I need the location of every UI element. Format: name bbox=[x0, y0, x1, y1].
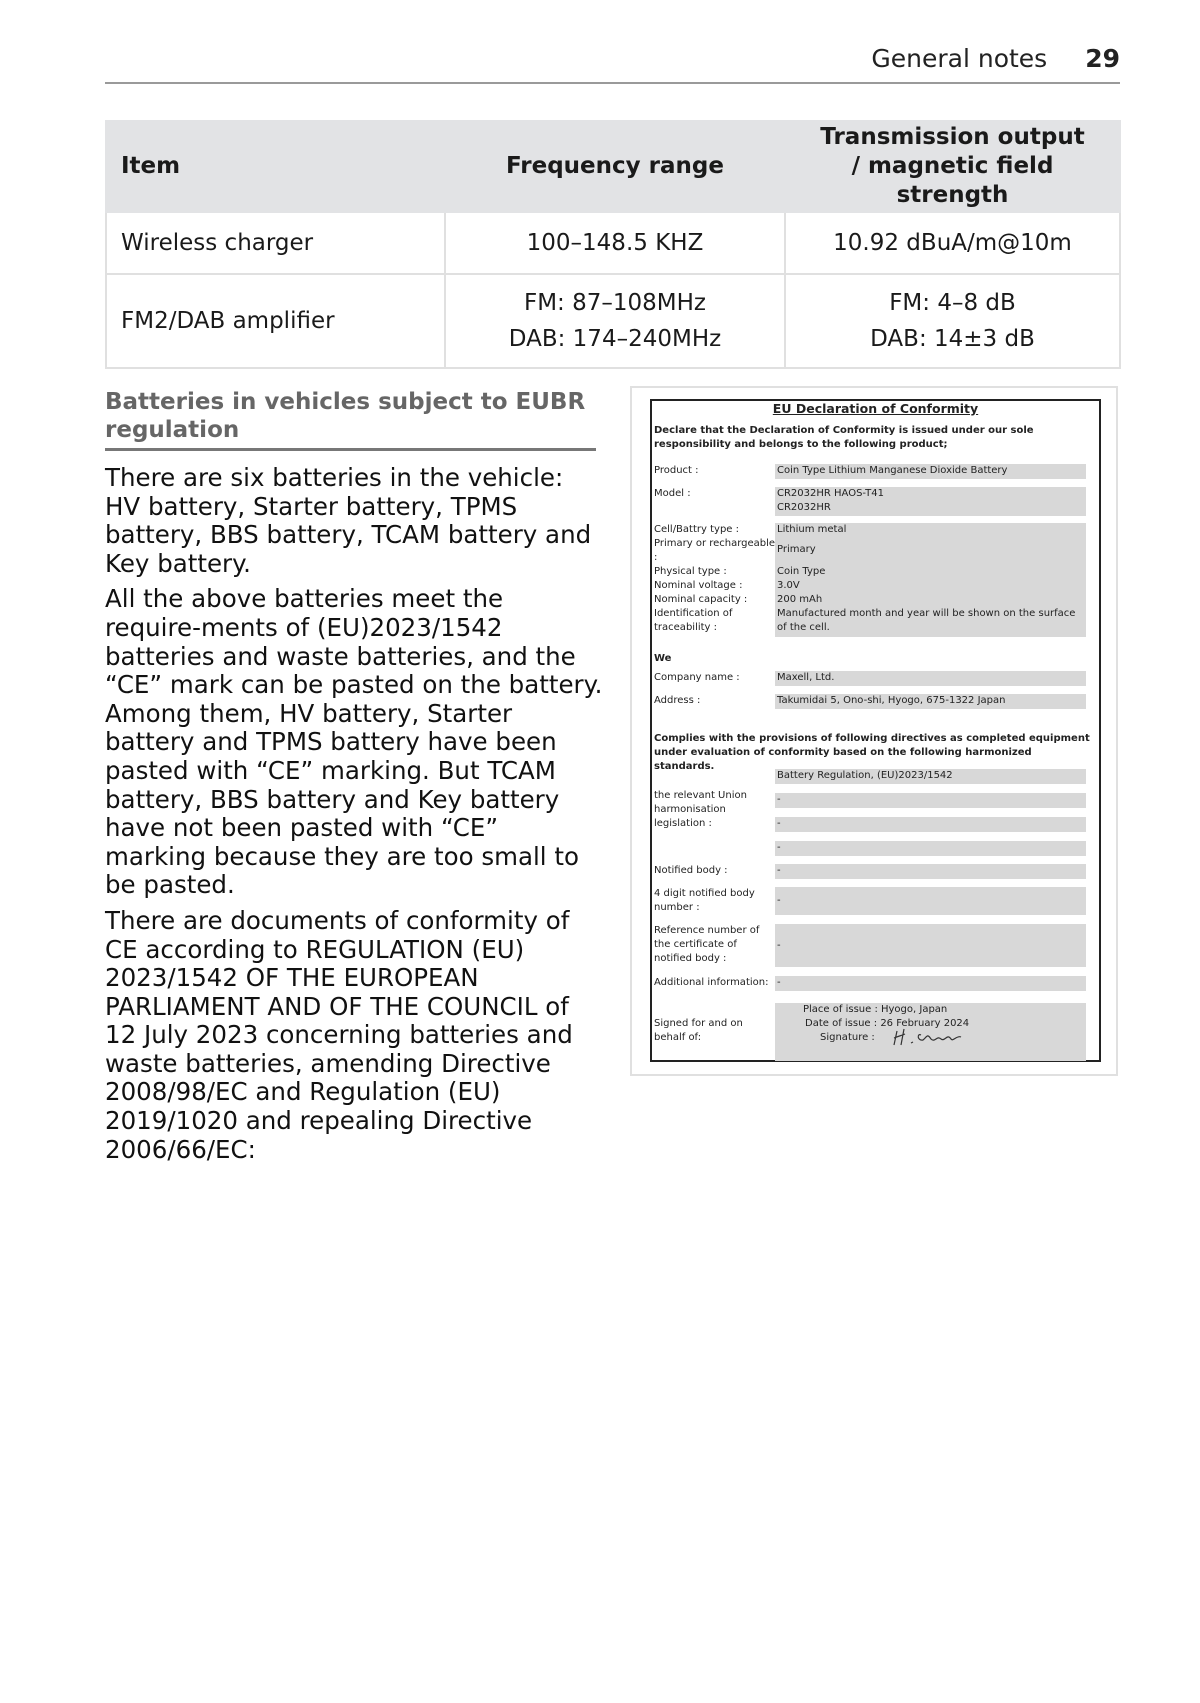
digit-number-value: - bbox=[775, 887, 1086, 915]
model-line: CR2032HR HAOS-T41 bbox=[777, 488, 884, 499]
additional-info-label: Additional information: bbox=[654, 977, 769, 988]
notified-body-value: - bbox=[775, 864, 1086, 879]
cell-item: FM2/DAB amplifier bbox=[106, 274, 445, 368]
signature-label: Signature : bbox=[820, 1032, 875, 1043]
header-divider bbox=[105, 82, 1120, 84]
product-value: Coin Type Lithium Manganese Dioxide Battery bbox=[775, 464, 1086, 479]
capacity-value: 200 mAh bbox=[777, 594, 823, 605]
reference-label: Reference number of the certificate of notified body : bbox=[654, 925, 760, 964]
freq-line: DAB: 174–240MHz bbox=[508, 326, 722, 352]
table-row bbox=[106, 274, 1120, 368]
traceability-label: Identification of traceability : bbox=[654, 608, 733, 633]
model-label: Model : bbox=[654, 488, 691, 499]
legislation-value: - bbox=[775, 817, 1086, 832]
product-label: Product : bbox=[654, 465, 699, 476]
column-header-item: Item bbox=[106, 121, 445, 212]
reference-value: - bbox=[775, 924, 1086, 967]
date-of-issue: Date of issue : 26 February 2024 bbox=[805, 1018, 970, 1029]
section-divider bbox=[105, 448, 596, 451]
complies-statement: Complies with the provisions of following directives as completed equipment under evaluation of conformity based on the following harmonized standards. bbox=[654, 733, 1090, 772]
output-line: FM: 4–8 dB bbox=[889, 290, 1016, 316]
column-header-output bbox=[785, 121, 1120, 212]
eu-declaration-of-conformity bbox=[650, 399, 1101, 1062]
cell-item: Wireless charger bbox=[106, 212, 445, 274]
company-value: Maxell, Ltd. bbox=[775, 671, 1086, 686]
signature-row bbox=[801, 1031, 1086, 1045]
freq-line: FM: 87–108MHz bbox=[523, 290, 706, 316]
paragraph: There are six batteries in the vehicle: HV battery, Starter battery, TPMS battery, BBS battery, TCAM battery and Key battery. bbox=[105, 463, 592, 578]
table-header-row bbox=[106, 121, 1120, 212]
address-value: Takumidai 5, Ono-shi, Hyogo, 675-1322 Japan bbox=[775, 694, 1086, 709]
signature-block bbox=[775, 1003, 1086, 1061]
primary-label: Primary or rechargeable : bbox=[654, 538, 776, 563]
signed-label: Signed for and on behalf of: bbox=[654, 1018, 743, 1043]
output-line: DAB: 14±3 dB bbox=[870, 326, 1035, 352]
declaration-title: EU Declaration of Conformity bbox=[772, 401, 979, 416]
company-label: Company name : bbox=[654, 672, 740, 683]
regulation-value: Battery Regulation, (EU)2023/1542 bbox=[775, 769, 1086, 784]
cell-output: 10.92 dBuA/m@10m bbox=[785, 212, 1120, 274]
place-of-issue: Place of issue : Hyogo, Japan bbox=[803, 1004, 948, 1015]
cell-output bbox=[785, 274, 1120, 368]
cell-frequency bbox=[445, 274, 785, 368]
traceability-value: Manufactured month and year will be shown on the surface of the cell. bbox=[777, 608, 1076, 633]
column-header-frequency: Frequency range bbox=[445, 121, 785, 212]
we-label: We bbox=[654, 653, 672, 664]
voltage-label: Nominal voltage : bbox=[654, 580, 743, 591]
header-text: Transmission output / magnetic field strength bbox=[820, 124, 1085, 208]
voltage-value: 3.0V bbox=[777, 580, 800, 591]
notified-body-label: Notified body : bbox=[654, 865, 728, 876]
cell-value: Lithium metal bbox=[777, 524, 847, 535]
digit-number-label: 4 digit notified body number : bbox=[654, 888, 755, 913]
cell-frequency: 100–148.5 KHZ bbox=[445, 212, 785, 274]
running-header bbox=[871, 44, 1120, 73]
legislation-label: the relevant Union harmonisation legislation : bbox=[654, 790, 747, 829]
physical-label: Physical type : bbox=[654, 566, 727, 577]
frequency-table bbox=[105, 120, 1121, 369]
additional-info-value: - bbox=[775, 976, 1086, 991]
table-row bbox=[106, 212, 1120, 274]
model-line: CR2032HR bbox=[777, 502, 831, 513]
paragraph: All the above batteries meet the require-ments of (EU)2023/1542 batteries and waste batteries, and the “CE” mark can be pasted on the battery. Among them, HV battery, Starter battery and TPMS battery have been pasted with “CE” marking. But TCAM battery, BBS battery and Key battery have not been pasted with “CE” marking because they are too small to be pasted. bbox=[105, 584, 603, 900]
legislation-value: - bbox=[775, 793, 1086, 808]
section-heading: Batteries in vehicles subject to EUBR regulation bbox=[105, 389, 586, 443]
primary-value: Primary bbox=[777, 544, 816, 555]
model-value bbox=[775, 487, 1086, 516]
body-text bbox=[105, 464, 605, 1171]
cell-label: Cell/Battry type : bbox=[654, 524, 739, 535]
handwritten-signature bbox=[891, 1025, 971, 1049]
capacity-label: Nominal capacity : bbox=[654, 594, 748, 605]
legislation-value: - bbox=[775, 841, 1086, 856]
paragraph: There are documents of conformity of CE according to REGULATION (EU) 2023/1542 OF THE EUROPEAN PARLIAMENT AND OF THE COUNCIL of 12 July 2023 concerning batteries and waste batteries, amending Directive 2008/98/EC and Regulation (EU) 2019/1020 and repealing Directive 2006/66/EC: bbox=[105, 905, 573, 1164]
physical-value: Coin Type bbox=[777, 566, 826, 577]
declaration-intro: Declare that the Declaration of Conformity is issued under our sole responsibility and belongs to the following product; bbox=[654, 425, 1034, 450]
address-label: Address : bbox=[654, 695, 701, 706]
section-name: General notes bbox=[871, 44, 1048, 73]
page-number: 29 bbox=[1085, 44, 1120, 73]
